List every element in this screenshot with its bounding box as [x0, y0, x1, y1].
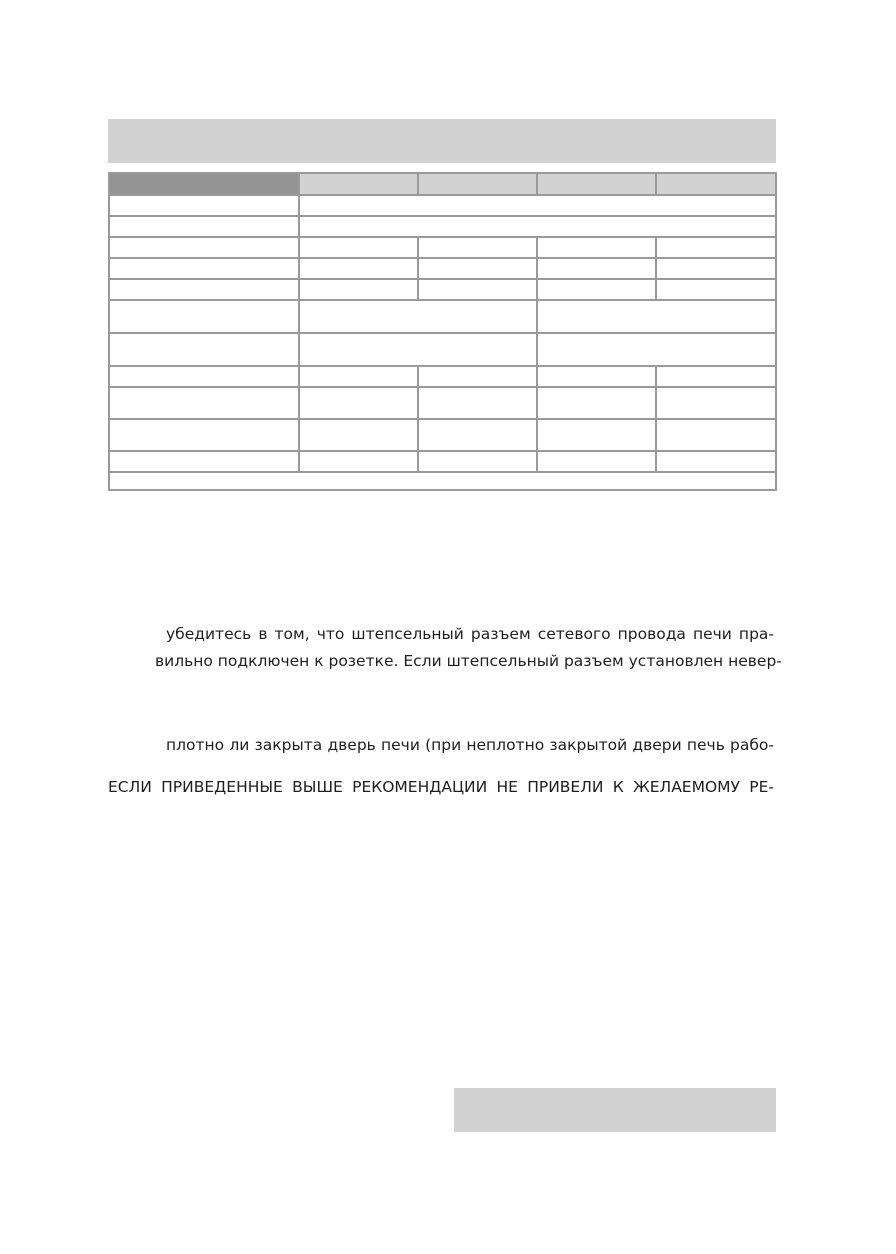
specifications-table — [108, 172, 777, 491]
table-cell — [418, 387, 537, 419]
table-header-row — [109, 173, 776, 195]
table-cell-merged — [299, 300, 537, 333]
table-cell — [299, 237, 418, 258]
table-cell — [299, 451, 418, 472]
header-cell-model-4 — [656, 173, 776, 195]
paragraph-door-line-1: плотно ли закрыта дверь печи (при неплотно закрытой двери печь рабо- — [166, 736, 774, 754]
table-row-label — [109, 366, 299, 387]
table-cell — [656, 279, 776, 300]
header-cell-model-3 — [537, 173, 656, 195]
table-cell — [418, 258, 537, 279]
table-row — [109, 258, 776, 279]
table-cell — [537, 279, 656, 300]
table-cell — [299, 419, 418, 451]
table-row-label — [109, 419, 299, 451]
table-cell-merged — [299, 333, 537, 366]
table-cell-merged — [299, 216, 776, 237]
table-cell — [418, 237, 537, 258]
table-cell — [656, 366, 776, 387]
table-cell — [656, 237, 776, 258]
table-row — [109, 195, 776, 216]
table-row-label — [109, 216, 299, 237]
table-footnote-cell — [109, 472, 776, 490]
table-row-label — [109, 387, 299, 419]
table-cell — [537, 387, 656, 419]
table-cell — [418, 419, 537, 451]
header-cell-model-2 — [418, 173, 537, 195]
table-cell — [418, 366, 537, 387]
table-cell — [656, 419, 776, 451]
table-row — [109, 419, 776, 451]
table-row — [109, 387, 776, 419]
header-cell-model-1 — [299, 173, 418, 195]
table-row — [109, 300, 776, 333]
table-cell — [537, 419, 656, 451]
table-cell — [537, 451, 656, 472]
table-cell — [418, 279, 537, 300]
paragraph-service-note-line-1: ЕСЛИ ПРИВЕДЕННЫЕ ВЫШЕ РЕКОМЕНДАЦИИ НЕ ПРИВЕЛИ К ЖЕЛАЕМОМУ РЕ- — [108, 778, 774, 796]
table-cell — [656, 451, 776, 472]
table-row-label — [109, 451, 299, 472]
table-row-label — [109, 195, 299, 216]
section-header-bar — [108, 119, 776, 163]
table-cell — [418, 451, 537, 472]
table-cell — [299, 258, 418, 279]
paragraph-plug-line-1: убедитесь в том, что штепсельный разъем сетевого провода печи пра- — [166, 625, 774, 643]
table-cell — [656, 387, 776, 419]
table-row-label — [109, 258, 299, 279]
table-footer-row — [109, 472, 776, 490]
table-cell-merged — [537, 300, 776, 333]
table-row — [109, 216, 776, 237]
header-cell-parameter — [109, 173, 299, 195]
table-row — [109, 333, 776, 366]
table-row-label — [109, 237, 299, 258]
paragraph-plug-line-2: вильно подключен к розетке. Если штепсельный разъем установлен невер- — [155, 652, 782, 670]
table-cell — [537, 366, 656, 387]
table-cell — [537, 237, 656, 258]
table-cell-merged — [537, 333, 776, 366]
table-row — [109, 279, 776, 300]
table-row-label — [109, 300, 299, 333]
table-cell — [537, 258, 656, 279]
table-row-label — [109, 279, 299, 300]
page-footer-bar — [454, 1088, 776, 1132]
table-cell — [299, 279, 418, 300]
table-cell — [299, 387, 418, 419]
table-row — [109, 366, 776, 387]
table-cell-merged — [299, 195, 776, 216]
table-cell — [299, 366, 418, 387]
table-row — [109, 451, 776, 472]
table-row — [109, 237, 776, 258]
table-row-label — [109, 333, 299, 366]
table-cell — [656, 258, 776, 279]
